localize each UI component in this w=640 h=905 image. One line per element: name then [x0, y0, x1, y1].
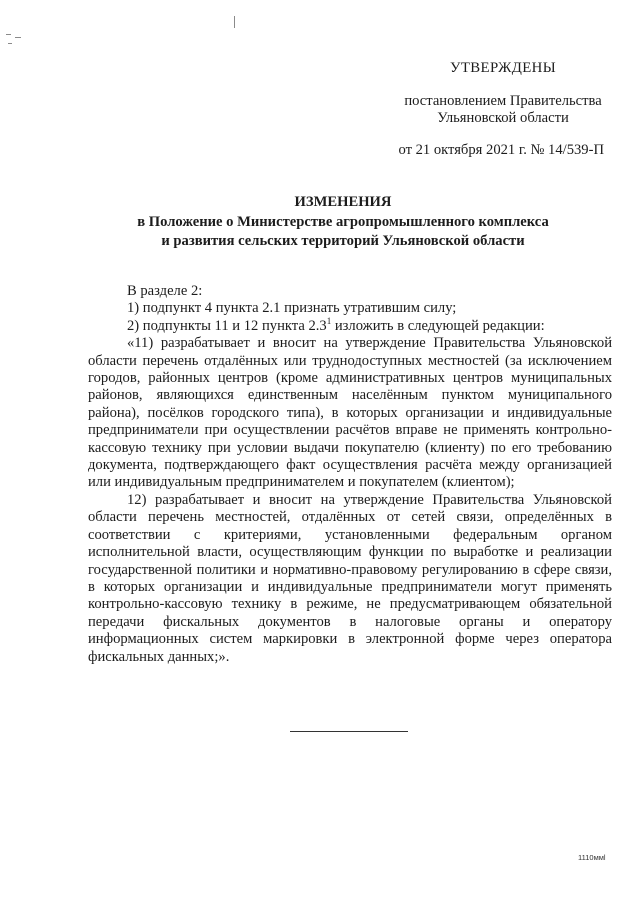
approval-date-number: от 21 октября 2021 г. № 14/539-П [398, 142, 604, 158]
item-2-text-end: изложить в следующей редакции: [331, 317, 545, 334]
approval-authority-line: постановлением Правительства [404, 93, 602, 109]
item-2-text: 2) подпункты 11 и 12 пункта 2.3 [127, 317, 327, 334]
scan-artifact [15, 37, 21, 38]
scan-artifact [6, 34, 11, 35]
scan-artifact [234, 16, 235, 28]
subitem-11: «11) разрабатывает и вносит на утверждение Правительства Ульяновской области перечень отдалённых или труднодоступных местностей (за исключением городов, районных центров (кроме административных центров муниципальных районов, являющихся единственным населённым пунктом муниципального района), посёлков городского типа), в которых организации и индивидуальные предприниматели при осуществлении расчётов вправе не применять контрольно-кассовую технику при условии выдачи покупателю (клиенту) по его требованию документа, подтверждающего факт осуществления расчёта между организацией или индивидуальным предпринимателем и покупателем (клиентом); [88, 335, 612, 491]
subitem-12: 12) разрабатывает и вносит на утверждение Правительства Ульяновской области перечень местностей, отдалённых от сетей связи, определённых в соответствии с критериями, установленными федеральным органом исполнительной власти, осуществляющим функции по выработке и реализации государственной политики и нормативно-правовому регулированию в сфере связи, в которых организации и индивидуальные предприниматели могут применять контрольно-кассовую технику в режиме, не предусматривающем обязательной передачи фискальных документов в налоговые органы и оператору информационных систем маркировки в электронной форме через оператора фискальных данных;». [88, 491, 612, 665]
item-2-superscript: 1 [326, 315, 332, 326]
title-subtitle-line-1: в Положение о Министерстве агропромышленного комплекса [137, 213, 549, 230]
scan-artifact [8, 43, 12, 44]
title-main: ИЗМЕНЕНИЯ [294, 194, 392, 210]
title-subtitle-line-2: и развития сельских территорий Ульяновской области [161, 233, 525, 249]
closing-separator-line [290, 731, 408, 732]
item-1: 1) подпункт 4 пункта 2.1 признать утратившим силу; [127, 300, 457, 317]
section-intro: В разделе 2: [127, 283, 203, 299]
approval-heading: УТВЕРЖДЕНЫ [449, 60, 557, 76]
item-2 [88, 315, 612, 335]
approval-region-line: Ульяновской области [437, 110, 569, 126]
document-body [88, 283, 612, 666]
footer-document-code: 1110ммl [578, 853, 606, 862]
document-title [78, 193, 608, 252]
